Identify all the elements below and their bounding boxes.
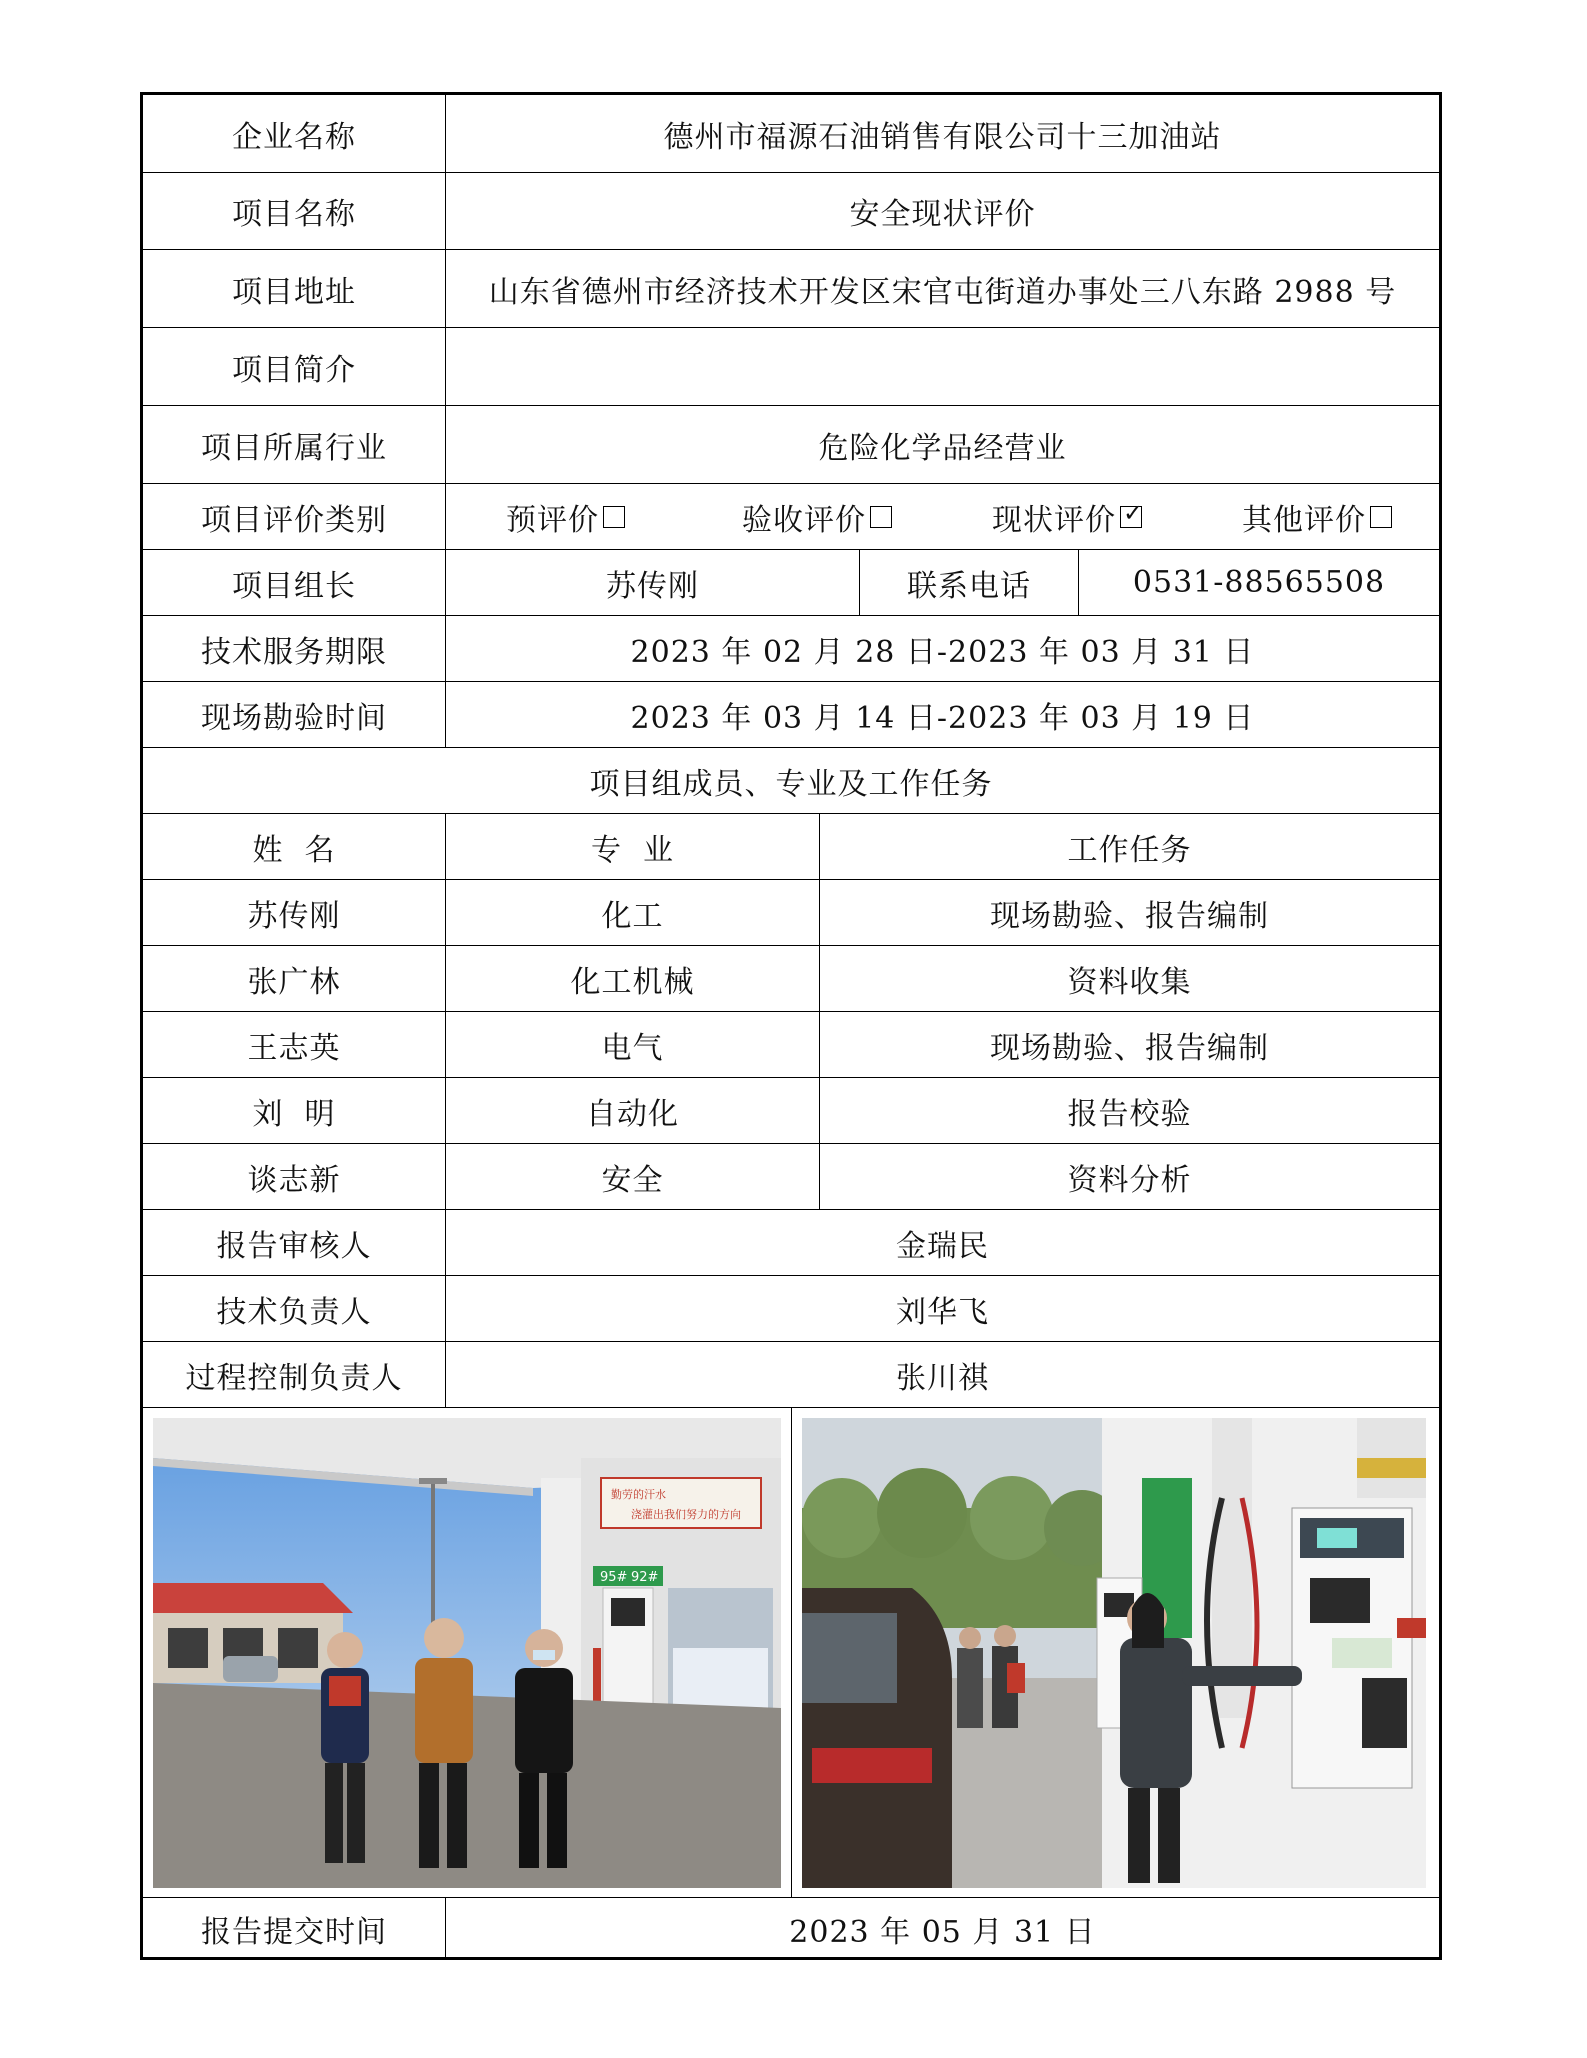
checkbox-checked: [1120, 506, 1142, 528]
option-label: 验收评价: [742, 502, 866, 538]
option-other-evaluation: [1242, 484, 1392, 549]
value-submission: 2023 年 05 月 31 日: [445, 1898, 1439, 1960]
option-current-evaluation: [992, 484, 1142, 549]
row-leader: [143, 550, 1439, 616]
label-industry: 项目所属行业: [201, 430, 387, 466]
row-industry: [143, 406, 1439, 484]
header-name: 姓 名: [252, 832, 336, 868]
value-leader: 苏传刚: [445, 550, 859, 615]
checkbox-unchecked: [870, 506, 892, 528]
member-task: 报告校验: [819, 1078, 1439, 1143]
value-tech-lead: 刘华飞: [445, 1276, 1439, 1341]
row-process-lead: [143, 1342, 1439, 1408]
member-task: 现场勘验、报告编制: [819, 1012, 1439, 1077]
row-reviewer: [143, 1210, 1439, 1276]
value-industry: 危险化学品经营业: [445, 406, 1439, 483]
member-name: 苏传刚: [247, 898, 341, 934]
label-process-lead: 过程控制负责人: [185, 1360, 403, 1396]
option-label: 现状评价: [992, 502, 1116, 538]
table-row: [143, 1012, 1439, 1078]
header-major: 专 业: [445, 814, 819, 879]
value-reviewer: 金瑞民: [445, 1210, 1439, 1275]
checkbox-unchecked: [603, 506, 625, 528]
value-company: 德州市福源石油销售有限公司十三加油站: [445, 95, 1439, 172]
info-table: [140, 92, 1442, 1960]
member-major: 自动化: [445, 1078, 819, 1143]
value-project-address: 山东省德州市经济技术开发区宋官屯街道办事处三八东路 2988 号: [445, 250, 1439, 327]
banner-text-2: 浇灌出我们努力的方向: [631, 1508, 741, 1521]
member-name: 刘 明: [252, 1096, 336, 1132]
value-survey-time: 2023 年 03 月 14 日-2023 年 03 月 19 日: [445, 682, 1439, 747]
member-task: 资料收集: [819, 946, 1439, 1011]
table-row: [143, 1078, 1439, 1144]
members-header-row: [143, 814, 1439, 880]
row-tech-lead: [143, 1276, 1439, 1342]
row-submission: [143, 1898, 1439, 1960]
pump-label-95: 95#: [600, 1570, 628, 1585]
member-major: 化工机械: [445, 946, 819, 1011]
label-project-intro: 项目简介: [232, 352, 356, 388]
value-service-period: 2023 年 02 月 28 日-2023 年 03 月 31 日: [445, 616, 1439, 681]
pump-label-92: 92#: [631, 1570, 659, 1585]
row-project-address: [143, 250, 1439, 328]
table-row: [143, 1144, 1439, 1210]
site-photo-fuel-pump: [802, 1418, 1426, 1888]
member-major: 化工: [445, 880, 819, 945]
table-row: [143, 880, 1439, 946]
value-project-intro: [445, 328, 1439, 405]
row-project-name: [143, 173, 1439, 250]
option-acceptance-evaluation: [742, 484, 892, 549]
member-name: 谈志新: [247, 1162, 341, 1198]
option-label: 其他评价: [1242, 502, 1366, 538]
member-task: 现场勘验、报告编制: [819, 880, 1439, 945]
value-project-name: 安全现状评价: [445, 173, 1439, 249]
photo-divider: [791, 1408, 792, 1897]
header-task: 工作任务: [819, 814, 1439, 879]
label-phone: 联系电话: [859, 550, 1078, 615]
label-leader: 项目组长: [232, 568, 356, 604]
option-label: 预评价: [506, 502, 599, 538]
value-process-lead: 张川祺: [445, 1342, 1439, 1407]
row-project-intro: [143, 328, 1439, 406]
label-project-name: 项目名称: [232, 197, 356, 232]
evaluation-type-options: [445, 484, 1439, 549]
members-section-title: 项目组成员、专业及工作任务: [589, 766, 993, 802]
row-evaluation-type: [143, 484, 1439, 550]
member-name: 王志英: [247, 1030, 341, 1066]
label-service-period: 技术服务期限: [201, 634, 387, 670]
label-project-address: 项目地址: [232, 274, 356, 310]
label-submission: 报告提交时间: [201, 1915, 387, 1950]
label-tech-lead: 技术负责人: [216, 1294, 372, 1330]
row-company: [143, 95, 1439, 173]
table-row: [143, 946, 1439, 1012]
row-members-title: [143, 748, 1439, 814]
member-task: 资料分析: [819, 1144, 1439, 1209]
option-pre-evaluation: [506, 484, 625, 549]
row-photos: [143, 1408, 1439, 1898]
label-survey-time: 现场勘验时间: [201, 700, 387, 736]
label-evaluation-type: 项目评价类别: [201, 502, 387, 538]
member-major: 安全: [445, 1144, 819, 1209]
member-name: 张广林: [247, 964, 341, 1000]
checkbox-unchecked: [1370, 506, 1392, 528]
banner-text-1: 勤劳的汗水: [611, 1488, 666, 1501]
label-company: 企业名称: [232, 119, 356, 155]
row-survey-time: [143, 682, 1439, 748]
member-major: 电气: [445, 1012, 819, 1077]
site-photo-forecourt: [153, 1418, 781, 1888]
label-reviewer: 报告审核人: [216, 1228, 372, 1264]
row-service-period: [143, 616, 1439, 682]
value-phone: 0531-88565508: [1078, 550, 1439, 615]
